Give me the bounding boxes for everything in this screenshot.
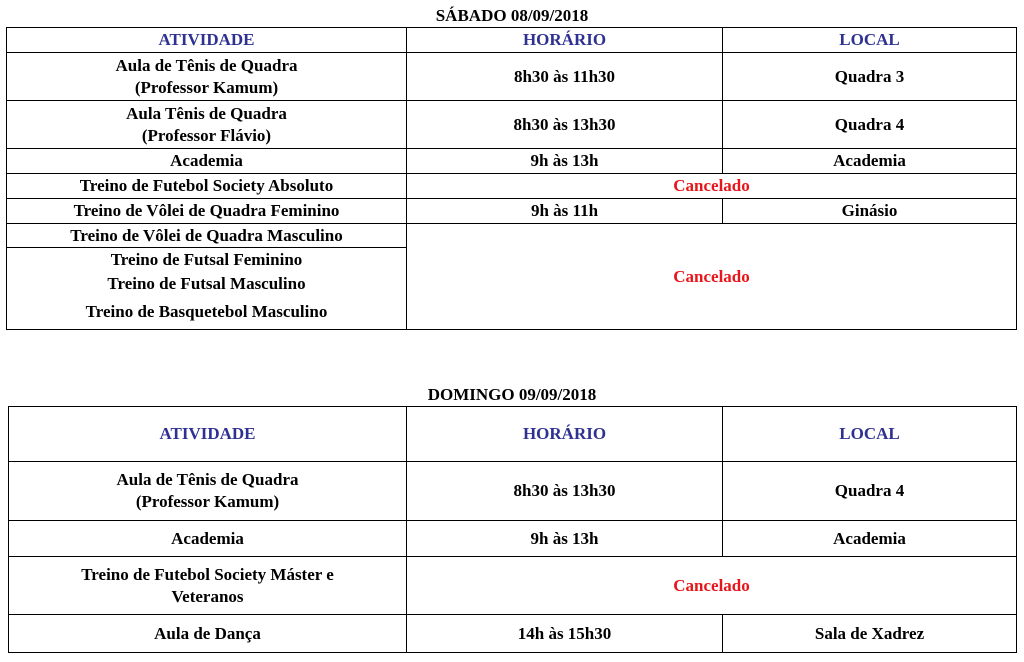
activity-cell [7, 101, 407, 149]
time-cell: 8h30 às 13h30 [407, 101, 723, 149]
header-time: HORÁRIO [407, 28, 723, 53]
time-cell: 9h às 11h [407, 199, 723, 224]
place-cell: Quadra 3 [723, 53, 1017, 101]
place-cell: Academia [723, 521, 1017, 557]
header-activity: ATIVIDADE [9, 407, 407, 462]
activity-cell [9, 462, 407, 521]
activity-cell: Treino de Futebol Society Absoluto [7, 174, 407, 199]
activity-line: Treino de Futebol Society Máster e [81, 564, 334, 584]
place-cell: Quadra 4 [723, 101, 1017, 149]
activity-line: Aula Tênis de Quadra [126, 103, 287, 123]
activity-line: Aula de Tênis de Quadra [115, 55, 298, 75]
table-row [7, 174, 1017, 199]
activity-cell: Treino de Vôlei de Quadra Feminino [7, 199, 407, 224]
activity-cell [9, 557, 407, 615]
activity-line: Veteranos [171, 586, 244, 606]
activity-cell: Treino de Futsal Masculino [7, 272, 407, 296]
time-cell: 14h às 15h30 [407, 615, 723, 653]
time-cell: 9h às 13h [407, 149, 723, 174]
place-cell: Academia [723, 149, 1017, 174]
time-cell: 8h30 às 11h30 [407, 53, 723, 101]
activity-line: (Professor Flávio) [141, 125, 272, 145]
cancelled-status: Cancelado [407, 174, 1017, 199]
activity-cell: Aula de Dança [9, 615, 407, 653]
table-row [7, 199, 1017, 224]
activity-cell: Academia [9, 521, 407, 557]
table-row [7, 224, 1017, 248]
table-row [7, 149, 1017, 174]
activity-line: Aula de Tênis de Quadra [116, 470, 299, 489]
activity-cell [7, 53, 407, 101]
activity-line: (Professor Kamum) [134, 77, 279, 97]
table-header-row [9, 407, 1017, 462]
table-row [9, 615, 1017, 653]
cancelled-status: Cancelado [407, 224, 1017, 330]
sunday-title: DOMINGO 09/09/2018 [427, 385, 597, 404]
time-cell: 9h às 13h [407, 521, 723, 557]
time-cell: 8h30 às 13h30 [407, 462, 723, 521]
table-row [9, 462, 1017, 521]
header-place: LOCAL [723, 28, 1017, 53]
saturday-title: SÁBADO 08/09/2018 [435, 6, 589, 25]
saturday-schedule-table [6, 27, 1017, 330]
table-row [7, 101, 1017, 149]
table-row [7, 53, 1017, 101]
place-cell: Sala de Xadrez [723, 615, 1017, 653]
activity-cell: Treino de Futsal Feminino [7, 248, 407, 272]
activity-cell: Treino de Basquetebol Masculino [7, 296, 407, 330]
header-activity: ATIVIDADE [7, 28, 407, 53]
header-time: HORÁRIO [407, 407, 723, 462]
header-place: LOCAL [723, 407, 1017, 462]
sunday-schedule-table [8, 406, 1017, 653]
place-cell: Quadra 4 [723, 462, 1017, 521]
table-header-row [7, 28, 1017, 53]
table-row [9, 557, 1017, 615]
cancelled-status: Cancelado [407, 557, 1017, 615]
activity-cell: Treino de Vôlei de Quadra Masculino [7, 224, 407, 248]
activity-line: (Professor Kamum) [135, 492, 280, 511]
table-row [9, 521, 1017, 557]
place-cell: Ginásio [723, 199, 1017, 224]
activity-cell: Academia [7, 149, 407, 174]
